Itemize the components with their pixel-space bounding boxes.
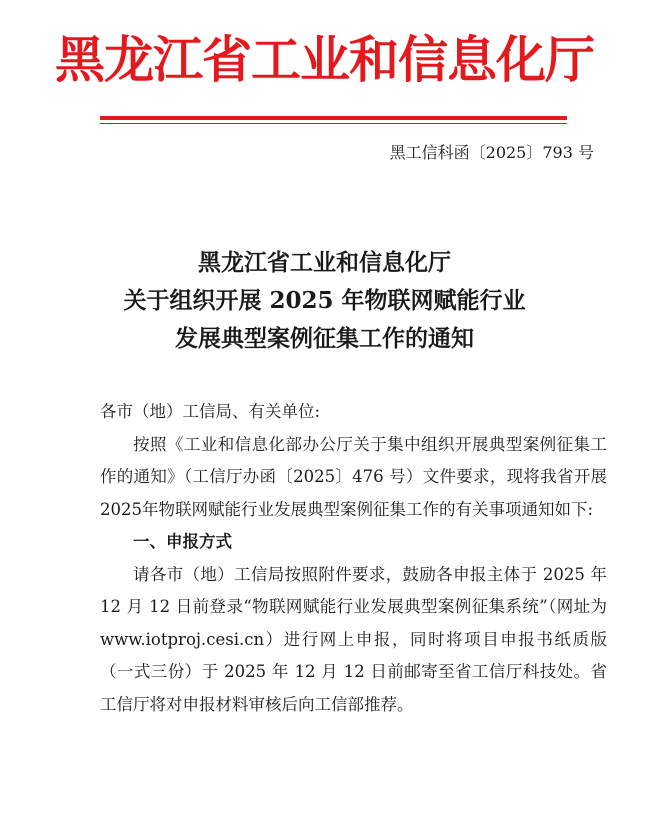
title-line-1: 黑龙江省工业和信息化厅 [198,249,451,276]
document-number: 黑工信科函〔2025〕793 号 [389,143,594,162]
title-line-3: 发展典型案例征集工作的通知 [175,325,474,352]
masthead-title: 黑龙江省工业和信息化厅 [55,31,594,89]
document-body [100,396,607,721]
salutation: 各市（地）工信局、有关单位: [100,402,321,421]
masthead-rule-thin [100,123,567,124]
section-heading-1: 一、申报方式 [133,532,232,551]
body-paragraph-1: 按照《工业和信息化部办公厅关于集中组织开展典型案例征集工作的通知》（工信厅办函〔2025〕476 号）文件要求，现将我省开展2025年物联网赋能行业发展典型案例征集工作的有关事项通知如下: [100,434,607,519]
section-1-paragraph: 请各市（地）工信局按照附件要求，鼓励各申报主体于 2025 年 12 月 12 日前登录“物联网赋能行业发展典型案例征集系统”（网址为 www.iotproj.cesi.cn）进行网上申报，同时将项目申报书纸质版（一式三份）于 2025 年 12 月 12 日前邮寄至省工信厅科技处。省工信厅将对申报材料审核后向工信部推荐。 [100,564,607,714]
masthead-rule-thick [100,116,567,120]
document-title [0,244,649,358]
title-line-2: 关于组织开展 2025 年物联网赋能行业 [123,287,526,314]
